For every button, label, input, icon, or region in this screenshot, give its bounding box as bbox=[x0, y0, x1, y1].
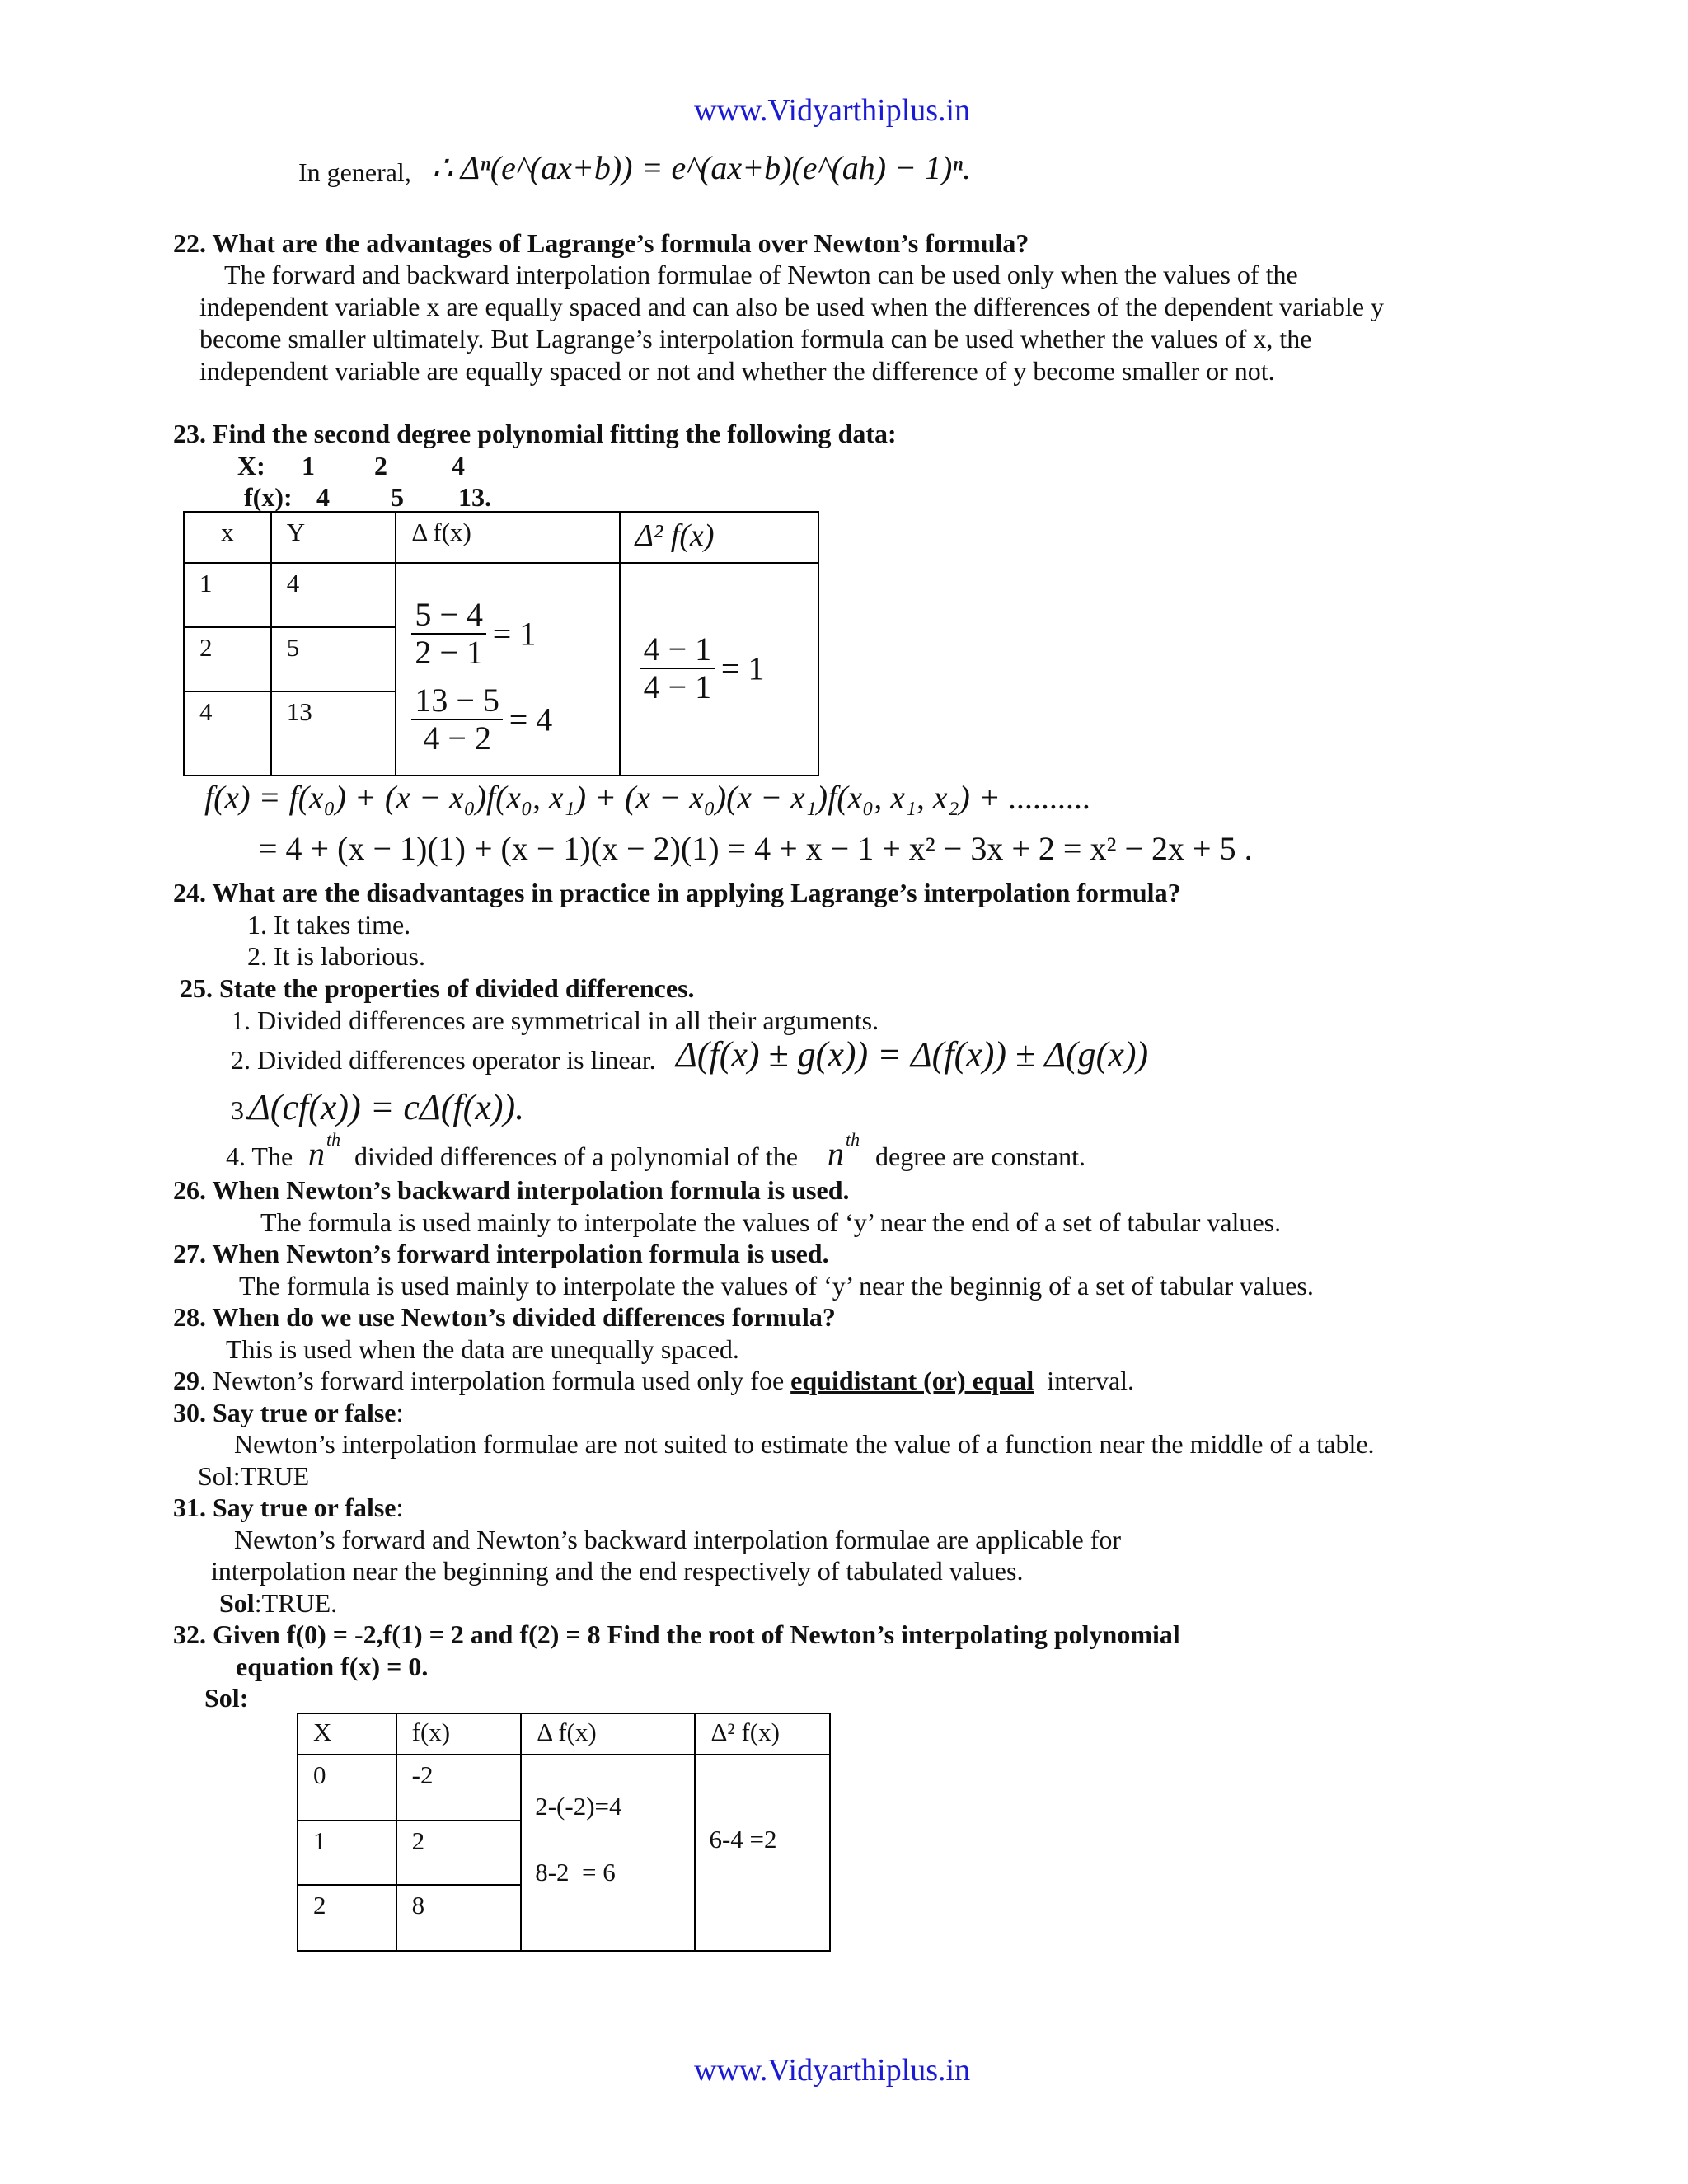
q23-d2-den: 4 − 1 bbox=[643, 668, 712, 705]
q23-formula-1: f(x) = f(x₀) + (x − x₀)f(x₀, x₁) + (x − x₀)(x − x₁)f(x₀, x₁, x₂) + .......... bbox=[204, 779, 1091, 816]
q23-f-label: f(x): bbox=[244, 482, 293, 512]
q25-question: 25. State the properties of divided differences. bbox=[180, 973, 695, 1003]
q28-answer: This is used when the data are unequally spaced. bbox=[226, 1334, 739, 1364]
q23-header-y: Y bbox=[286, 518, 306, 546]
q32-d1-value: 2-(-2)=4 bbox=[535, 1792, 622, 1821]
q23-d1-den: 4 − 2 bbox=[423, 719, 491, 757]
q23-x-cell: 1 bbox=[199, 569, 213, 598]
q23-x-cell: 4 bbox=[199, 697, 213, 726]
q31-sol-label: Sol bbox=[219, 1588, 255, 1618]
q24-item: 1. It takes time. bbox=[247, 910, 411, 940]
q23-d1-num: 13 − 5 bbox=[411, 682, 503, 720]
header-site-link[interactable]: www.Vidyarthiplus.in bbox=[694, 93, 971, 128]
q23-x-value: 4 bbox=[452, 451, 465, 480]
q26-question: 26. When Newton’s backward interpolation formula is used. bbox=[173, 1175, 850, 1205]
q31-question-line bbox=[173, 1492, 403, 1523]
q32-question: 32. Given f(0) = -2,f(1) = 2 and f(2) = 8 Find the root of Newton’s interpolating polynomial bbox=[173, 1619, 1180, 1649]
q23-d1-fraction-1 bbox=[411, 597, 536, 671]
q27-question: 27. When Newton’s forward interpolation formula is used. bbox=[173, 1239, 829, 1268]
q22-question: 22. What are the advantages of Lagrange’s formula over Newton’s formula? bbox=[173, 228, 1029, 258]
q32-x-cell: 1 bbox=[313, 1826, 326, 1855]
q32-d2-value: 6-4 =2 bbox=[709, 1825, 777, 1854]
q32-x-cell: 0 bbox=[313, 1760, 326, 1789]
q31-line-1: Newton’s forward and Newton’s backward interpolation formulae are applicable for bbox=[234, 1525, 1122, 1554]
q28-question: 28. When do we use Newton’s divided differences formula? bbox=[173, 1302, 836, 1332]
q22-line-1: The forward and backward interpolation formulae of Newton can be used only when the values of the bbox=[224, 260, 1298, 289]
q25-item-2-text: 2. Divided differences operator is linear. bbox=[231, 1045, 656, 1075]
q23-f-value: 4 bbox=[316, 482, 330, 512]
q32-question-2: equation f(x) = 0. bbox=[236, 1652, 429, 1681]
q32-header-d1: Δ f(x) bbox=[537, 1718, 597, 1746]
q23-header-d2: Δ² f(x) bbox=[635, 518, 715, 553]
q25-item-4-a: 4. The bbox=[226, 1141, 293, 1171]
q23-formula-2: = 4 + (x − 1)(1) + (x − 1)(x − 2)(1) = 4 + x − 1 + x² − 3x + 2 = x² − 2x + 5 . bbox=[259, 830, 1253, 867]
q29-num: 29 bbox=[173, 1366, 199, 1395]
q22-line-3: become smaller ultimately. But Lagrange’s interpolation formula can be used whether the values of x, the bbox=[199, 324, 1312, 354]
q32-header-d2: Δ² f(x) bbox=[710, 1718, 780, 1746]
q32-d1-value: 8-2 = 6 bbox=[535, 1858, 616, 1886]
general-formula: ∴ Δⁿ(e^(ax+b)) = e^(ax+b)(e^(ah) − 1)ⁿ. bbox=[432, 149, 971, 186]
q30-sol: Sol:TRUE bbox=[198, 1461, 310, 1491]
q23-f-value: 13. bbox=[458, 482, 491, 512]
q32-difference-table bbox=[297, 1713, 831, 1952]
q23-x-value: 2 bbox=[374, 451, 387, 480]
q31-question: 31. Say true or false bbox=[173, 1493, 396, 1522]
q23-d1-den: 2 − 1 bbox=[415, 634, 483, 671]
q23-y-cell: 13 bbox=[286, 697, 312, 726]
q23-d1-res: = 1 bbox=[492, 615, 537, 653]
q32-f-cell: -2 bbox=[411, 1760, 434, 1789]
q25-item-4-b: divided differences of a polynomial of the bbox=[354, 1141, 798, 1171]
q25-item-2-formula: Δ(f(x) ± g(x)) = Δ(f(x)) ± Δ(g(x)) bbox=[676, 1034, 1149, 1075]
q31-line-2: interpolation near the beginning and the end respectively of tabulated values. bbox=[211, 1556, 1024, 1586]
q23-x-value: 1 bbox=[302, 451, 315, 480]
q23-x-label: X: bbox=[237, 451, 265, 480]
q23-header-x: x bbox=[221, 518, 234, 546]
q29-text: . Newton’s forward interpolation formula used only foe bbox=[199, 1366, 785, 1395]
q32-f-cell: 8 bbox=[411, 1891, 425, 1919]
q25-item-3-formula: Δ(cf(x)) = cΔ(f(x)). bbox=[249, 1087, 525, 1127]
q23-y-cell: 5 bbox=[286, 633, 300, 662]
q25-item-4-n: n bbox=[308, 1135, 325, 1172]
q32-sol: Sol: bbox=[204, 1683, 249, 1713]
q23-header-d1: Δ f(x) bbox=[411, 518, 471, 546]
q23-d2-res: = 1 bbox=[720, 649, 765, 687]
q23-difference-table bbox=[183, 511, 819, 776]
q29-underline: equidistant (or) equal bbox=[790, 1366, 1034, 1395]
q27-answer: The formula is used mainly to interpolate the values of ‘y’ near the beginnig of a set of tabular values. bbox=[239, 1271, 1314, 1301]
q32-f-cell: 2 bbox=[411, 1826, 425, 1855]
q31-sol-value: :TRUE. bbox=[254, 1588, 338, 1618]
q32-header-x: X bbox=[313, 1718, 332, 1746]
q23-y-cell: 4 bbox=[286, 569, 300, 598]
q30-statement: Newton’s interpolation formulae are not suited to estimate the value of a function near the middle of a table. bbox=[234, 1429, 1375, 1459]
q24-item: 2. It is laborious. bbox=[247, 941, 425, 971]
q31-sol-line bbox=[219, 1587, 337, 1619]
q23-d1-res: = 4 bbox=[509, 701, 553, 738]
q25-item-4-th: th bbox=[326, 1129, 341, 1150]
q25-item-4-c: degree are constant. bbox=[875, 1141, 1085, 1171]
q25-item-3-num: 3. bbox=[231, 1095, 251, 1125]
q24-question: 24. What are the disadvantages in practice in applying Lagrange’s interpolation formula? bbox=[173, 878, 1181, 907]
q25-item-4-n2: n bbox=[828, 1135, 844, 1172]
q30-question-line bbox=[173, 1397, 403, 1428]
q23-d1-num: 5 − 4 bbox=[411, 597, 486, 635]
q31-colon: : bbox=[396, 1493, 404, 1522]
q29-tail: interval. bbox=[1047, 1366, 1135, 1395]
general-prefix: In general, bbox=[298, 157, 411, 187]
q23-d2-fraction bbox=[640, 631, 765, 705]
q32-header-f: f(x) bbox=[411, 1718, 451, 1746]
q23-f-value: 5 bbox=[391, 482, 404, 512]
q32-x-cell: 2 bbox=[313, 1891, 326, 1919]
q23-d2-num: 4 − 1 bbox=[640, 631, 715, 669]
q25-item-4-th2: th bbox=[846, 1129, 860, 1150]
q22-line-2: independent variable x are equally spaced and can also be used when the differences of the dependent variable y bbox=[199, 292, 1385, 321]
q23-x-cell: 2 bbox=[199, 633, 213, 662]
q25-item-1: 1. Divided differences are symmetrical in all their arguments. bbox=[231, 1005, 879, 1035]
q23-question: 23. Find the second degree polynomial fitting the following data: bbox=[173, 419, 897, 448]
q30-colon: : bbox=[396, 1398, 404, 1427]
q29-line bbox=[173, 1365, 1134, 1396]
q30-question: 30. Say true or false bbox=[173, 1398, 396, 1427]
q26-answer: The formula is used mainly to interpolate the values of ‘y’ near the end of a set of tabular values. bbox=[260, 1207, 1282, 1237]
q23-d1-fraction-2 bbox=[411, 682, 552, 757]
footer-site-link[interactable]: www.Vidyarthiplus.in bbox=[694, 2053, 971, 2088]
q22-line-4: independent variable are equally spaced or not and whether the difference of y become smaller or not. bbox=[199, 356, 1275, 386]
